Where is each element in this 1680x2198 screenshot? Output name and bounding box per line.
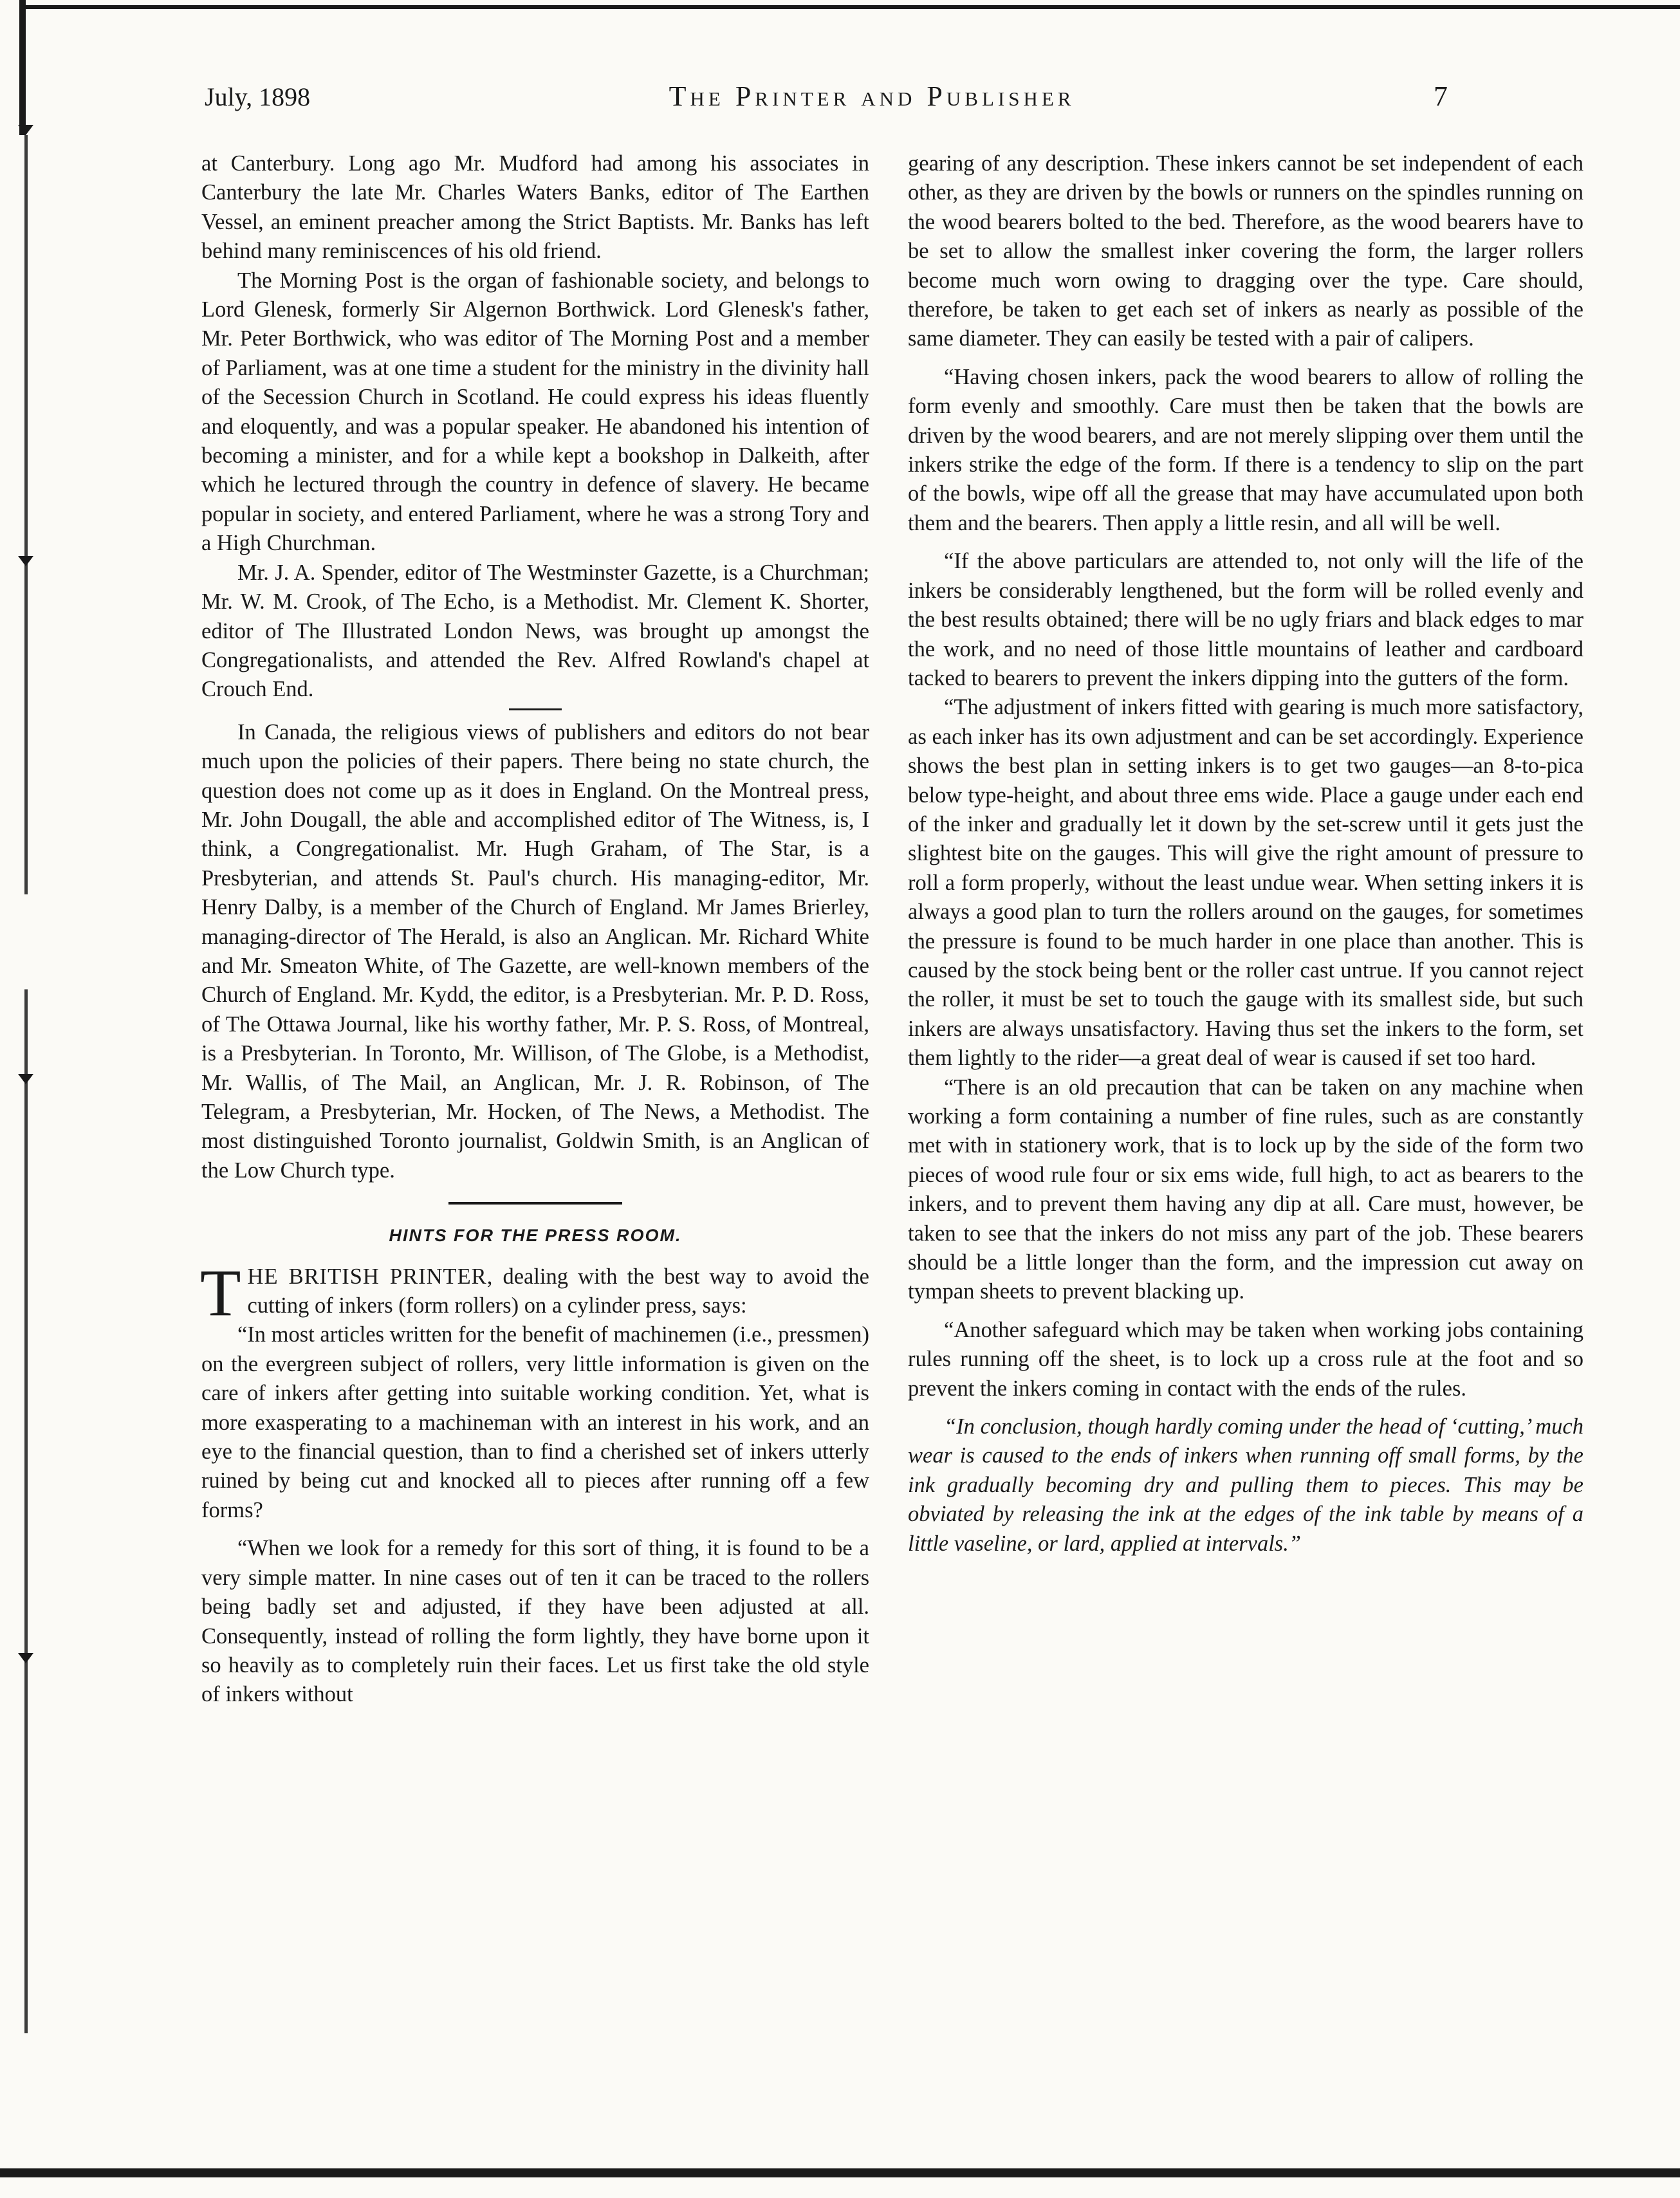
page-number: 7 [1434,80,1448,112]
paragraph: Mr. J. A. Spender, editor of The Westminster Gazette, is a Churchman; Mr. W. M. Crook, of The Echo, is a Methodist. Mr. Clement K. Shorter, editor of The Illustrated London News, was brought up amongst the Congregationalists, and attended the Rev. Alfred Rowland's chapel at Crouch End. [201,560,869,702]
margin-ornament-icon [17,553,35,568]
paragraph: “In most articles written for the benefit of machinemen (i.e., pressmen) on the evergreen subject of rollers, very little information is given on the care of inkers after getting into suitable working condition. Yet, what is more exasperating to a machineman with an interest in his work, and an eye to the financial question, than to find a cherished set of inkers utterly ruined by being cut and knocked all to pieces after running off a few forms? [201,1322,869,1522]
top-border [0,0,1680,12]
bottom-border [0,2156,1680,2188]
section-divider [509,708,562,710]
lead-in: HE BRITISH PRINTER, [247,1264,494,1289]
paragraph: “There is an old precaution that can be taken on any machine when working a form containing a number of fine rules, such as are constantly met with in stationery work, that is to lock up by the side of the form two pieces of wood rule four or six ems wide, full high, to act as bearers to the inkers, and to prevent them having any dip at all. Care must, however, be taken to see that the inkers do not miss any part of the job. These bearers should be a little longer than the form, and the impression cut away on tympan sheets to prevent blacking up. [908,1075,1583,1304]
paragraph: In Canada, the religious views of publishers and editors do not bear much upon the policies of their papers. There being no state church, the question does not come up as it does in England. On the Montreal press, Mr. John Dougall, the able and accomplished editor of The Witness, is, I think, a Congregationalist. Mr. Hugh Graham, of The Star, is a Presbyterian, and attends St. Paul's church. His managing-editor, Mr. Henry Dalby, is a member of the Church of England. Mr James Brierley, managing-director of The Herald, is also an Anglican. Mr. Richard White and Mr. Smeaton White, of The Gazette, are well-known members of the Church of England. Mr. Kydd, the editor, is a Presbyterian. Mr. P. D. Ross, of The Ottawa Journal, like his worthy father, Mr. P. S. Ross, of Montreal, is a Presbyterian. In Toronto, Mr. Willison, of The Globe, is a Methodist, Mr. Wallis, of The Mail, an Anglican, Mr. J. R. Robinson, of The Telegram, a Presbyterian, Mr. Hocken, of The News, a Methodist. The most distinguished Toronto journalist, Goldwin Smith, is an Anglican of the Low Church type. [201,719,869,1183]
right-column [908,149,1583,1558]
publication-title: The Printer and Publisher [669,80,1075,112]
paragraph: gearing of any description. These inkers cannot be set independent of each other, as they are driven by the bowls or runners on the spindles running on the wood bearers bolted to the bed. Therefore, as the wood bearers have to be set to allow the smallest inker covering the form, the larger rollers become much worn owing to dragging over the type. Care should, therefore, be taken to get each set of inkers as nearly as possible of the same diameter. They can easily be tested with a pair of calipers. [908,151,1583,351]
paragraph: “If the above particulars are attended to, not only will the life of the inkers be considerably lengthened, but the form will be rolled evenly and the best results obtained; there will be no ugly friars and black edges to mar the work, and no need of those little mountains of leather and cardboard tacked to bearers to prevent the inkers dipping into the gutters of the form. [908,549,1583,690]
paragraph: The Morning Post is the organ of fashionable society, and belongs to Lord Glenesk, formerly Sir Algernon Borthwick. Lord Glenesk's father, Mr. Peter Borthwick, who was editor of The Morning Post and a member of Parliament, was at one time a student for the ministry in the divinity hall of the Secession Church in Scotland. He could express his ideas fluently and eloquently, and was a popular speaker. He abandoned his intention of becoming a minister, and for a while kept a bookshop in Dalkeith, after which he lectured through the country in defence of slavery. He became popular in society, and entered Parliament, where he was a strong Tory and a High Churchman. [201,268,869,556]
paragraph: “When we look for a remedy for this sort of thing, it is found to be a very simple matter. In nine cases out of ten it can be traced to the rollers being badly set and adjusted, if they have been adjusted at all. Consequently, instead of rolling the form lightly, they have borne upon it so heavily as to completely ruin their faces. Let us first take the old style of inkers without [201,1536,869,1707]
margin-ornament-icon [17,1650,35,1665]
issue-date: July, 1898 [205,82,311,111]
drop-cap: T [200,1255,241,1330]
paragraph: “Another safeguard which may be taken when working jobs containing rules running off the sheet, is to lock up a cross rule at the foot and so prevent the inkers coming in contact with the ends of the rules. [908,1317,1583,1401]
section-heading: HINTS FOR THE PRESS ROOM. [389,1226,682,1246]
left-column [201,149,869,1710]
section-divider [448,1202,622,1205]
paragraph: at Canterbury. Long ago Mr. Mudford had among his associates in Canterbury the late Mr. Charles Waters Banks, editor of The Earthen Vessel, an eminent preacher among the Strict Baptists. Mr. Banks has left behind many reminiscences of his old friend. [201,151,869,264]
paragraph: “In conclusion, though hardly coming under the head of ‘cutting,’ much wear is caused to the ends of inkers when running off small forms, by the ink gradually becoming dry and pulling them to pieces. This may be obviated by releasing the ink at the edges of the ink table by means of a little vaseline, or lard, applied at intervals.” [908,1414,1583,1556]
intro-paragraph [200,1255,869,1330]
margin-ornament-icon [17,1071,35,1085]
intro-text: dealing with the best way to avoid the cutting of inkers (form rollers) on a cylinder press, says: [247,1264,869,1318]
margin-ornament-icon [17,122,35,136]
paragraph: “The adjustment of inkers fitted with gearing is much more satisfactory, as each inker has its own adjustment and can be set accordingly. Experience shows the best plan in setting inkers is to get two gauges—an 8-to-pica below type-height, and about three ems wide. Place a gauge under each end of the inker and gradually let it down by the set-screw until it gets just the slightest bite on the gauges. This will give the right amount of pressure to roll a form properly, without the least undue wear. When setting inkers it is always a good plan to turn the rollers around on the gauges, for sometimes the pressure is found to be much harder in one place than another. This is caused by the stock being bent or the roller cast untrue. If you cannot reject the roller, it must be set to touch the gauge with its smallest side, but such inkers are always unsatisfactory. Having thus set the inkers to the form, set them lightly to the rider—a great deal of wear is caused if set too hard. [908,695,1583,1071]
paragraph: “Having chosen inkers, pack the wood bearers to allow of rolling the form evenly and smoothly. Care must then be taken that the bowls are driven by the wood bearers, and are not merely slipping over them until the inkers strike the edge of the form. If there is a tendency to slip on the part of the bowls, wipe off all the grease that may have accumulated upon both them and the bearers. Then apply a little resin, and all will be well. [908,364,1583,535]
running-head [205,80,1448,118]
